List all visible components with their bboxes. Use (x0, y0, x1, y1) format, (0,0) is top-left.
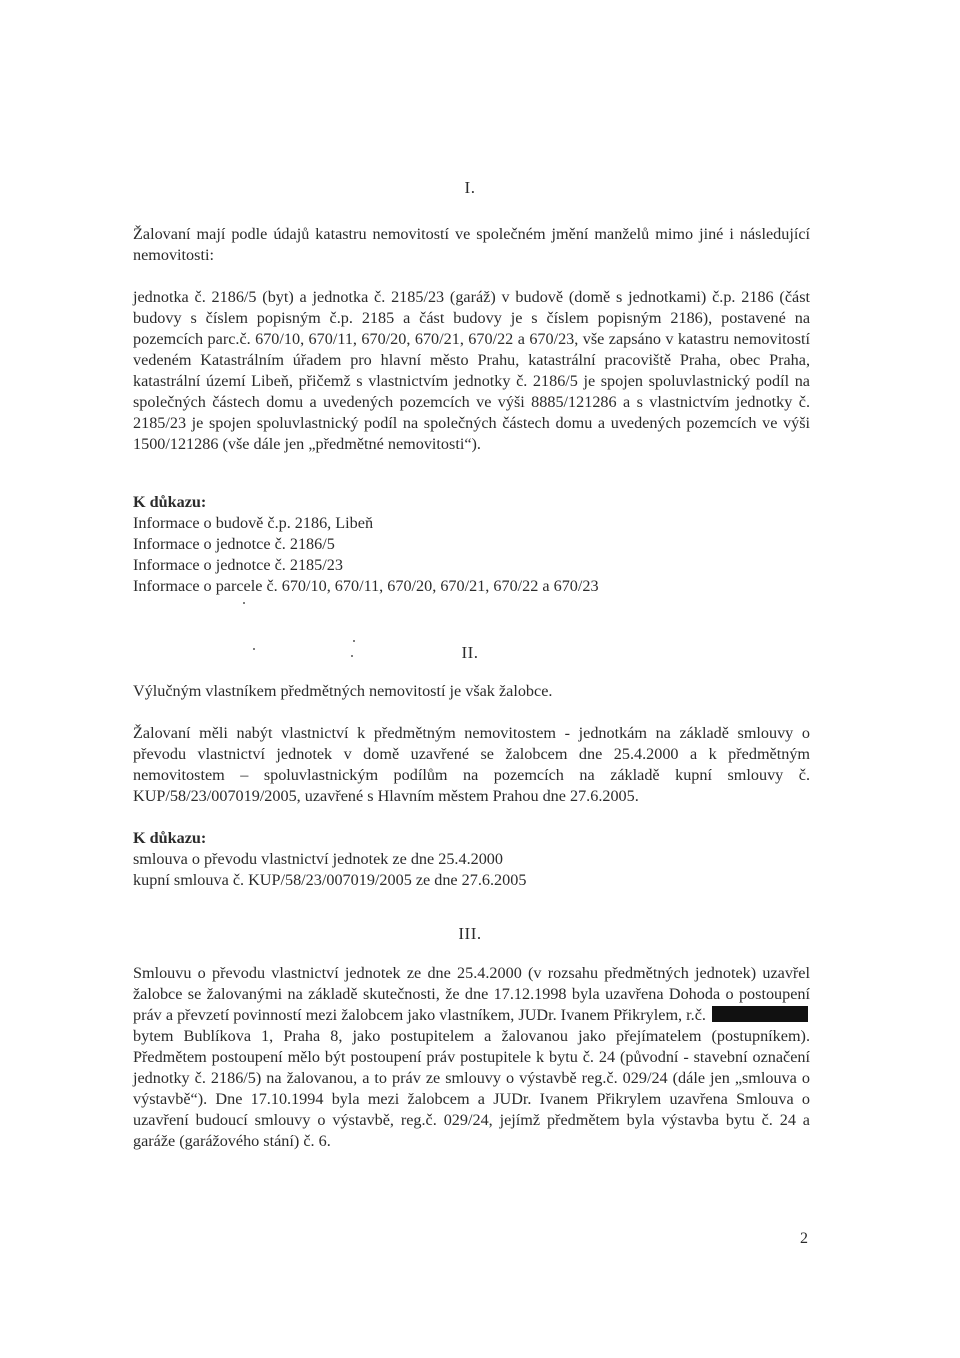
evidence-item: Informace o jednotce č. 2186/5 (133, 535, 335, 553)
acquisition-paragraph: Žalovaní měli nabýt vlastnictví k předmětným nemovitostem - jednotkám na základě smlouvy o převodu vlastnictví jednotek v domě uzavřené se žalobcem dne 25.4.2000 a k předmětným nemovitostem – spoluvlastnickým podílům na pozemcích na základě kupní smlouvy č. KUP/58/23/007019/2005, uzavřené s Hlavním městem Prahou dne 27.6.2005. (133, 724, 810, 805)
section-2-evidence (133, 828, 810, 891)
scan-speck (353, 640, 355, 642)
property-description-paragraph: jednotka č. 2186/5 (byt) a jednotka č. 2185/23 (garáž) v budově (domě s jednotkami) č.p. 2186 (část budovy s číslem popisným č.p. 2185 a část budovy je s číslem popisným 2186), postavené na pozemcích parc.č. 670/10, 670/11, 670/20, 670/21, 670/22 a 670/23, vše zapsáno v katastru nemovitostí vedeném Katastrálním úřadem pro hlavní město Prahu, katastrální pracoviště Praha, obec Praha, katastrální území Libeň, přičemž s vlastnictvím jednotky č. 2186/5 je spojen spoluvlastnický podíl na společných částech domu a uvedených pozemcích ve výši 8885/121286 a s vlastnictvím jednotky č. 2185/23 je spojen spoluvlastnický podíl na společných částech domu a uvedených pozemcích ve výši 1500/121286 (vše dále jen „předmětné nemovitosti“). (133, 288, 810, 453)
section-3-body (133, 963, 810, 1152)
intro-paragraph: Žalovaní mají podle údajů katastru nemovitostí ve společném jmění manželů mimo jiné i následující nemovitosti: (133, 225, 810, 264)
paragraph-text-end: bytem Bublíkova 1, Praha 8, jako postupitelem a žalovanou jako přejímatelem (postupníkem). Předmětem postoupení mělo být postoupení práv postupitele k bytu č. 24 (původní - stavební označení jednotky č. 2186/5) na žalovanou, a to práv ze smlouvy o výstavbě reg.č. 029/24 (dále jen „smlouva o výstavbě“). Dne 17.10.1994 byla mezi žalobcem a JUDr. Ivanem Přikrylem uzavřena Smlouva o uzavření budoucí smlouvy o výstavbě, reg.č. 029/24, jejímž předmětem byla výstavba bytu č. 24 a garáže (garážového stání) č. 6. (133, 1027, 810, 1150)
evidence-item: kupní smlouva č. KUP/58/23/007019/2005 ze dne 27.6.2005 (133, 871, 527, 889)
section-2-p2 (133, 723, 810, 807)
ownership-paragraph: Výlučným vlastníkem předmětných nemovitostí je však žalobce. (133, 682, 553, 700)
section-1-intro (133, 224, 810, 266)
agreement-paragraph (133, 963, 810, 1152)
evidence-item: Informace o parcele č. 670/10, 670/11, 670/20, 670/21, 670/22 a 670/23 (133, 577, 599, 595)
scan-speck (243, 602, 245, 604)
page-number: 2 (800, 1230, 808, 1247)
redaction-box (712, 1006, 808, 1022)
section-1-evidence (133, 492, 810, 597)
evidence-item: Informace o budově č.p. 2186, Libeň (133, 514, 374, 532)
evidence-item: Informace o jednotce č. 2185/23 (133, 556, 343, 574)
paragraph-text-start: Smlouvu o převodu vlastnictví jednotek ze dne 25.4.2000 (v rozsahu předmětných jednotek) uzavřel žalobce se žalovanými na základě skutečnosti, že dne 17.12.1998 byla uzavřena Dohoda o postoupení práv a převzetí povinností mezi žalobcem jako vlastníkem, JUDr. Ivanem Přikrylem, r.č. (133, 964, 810, 1024)
section-heading-2: II. (461, 643, 479, 662)
section-2-p1 (133, 681, 810, 702)
section-heading-3: III. (458, 924, 482, 943)
section-heading-1: I. (464, 178, 476, 197)
evidence-label: K důkazu: (133, 493, 207, 511)
evidence-label: K důkazu: (133, 829, 207, 847)
section-1-body (133, 287, 810, 455)
evidence-item: smlouva o převodu vlastnictví jednotek ze dne 25.4.2000 (133, 850, 503, 868)
